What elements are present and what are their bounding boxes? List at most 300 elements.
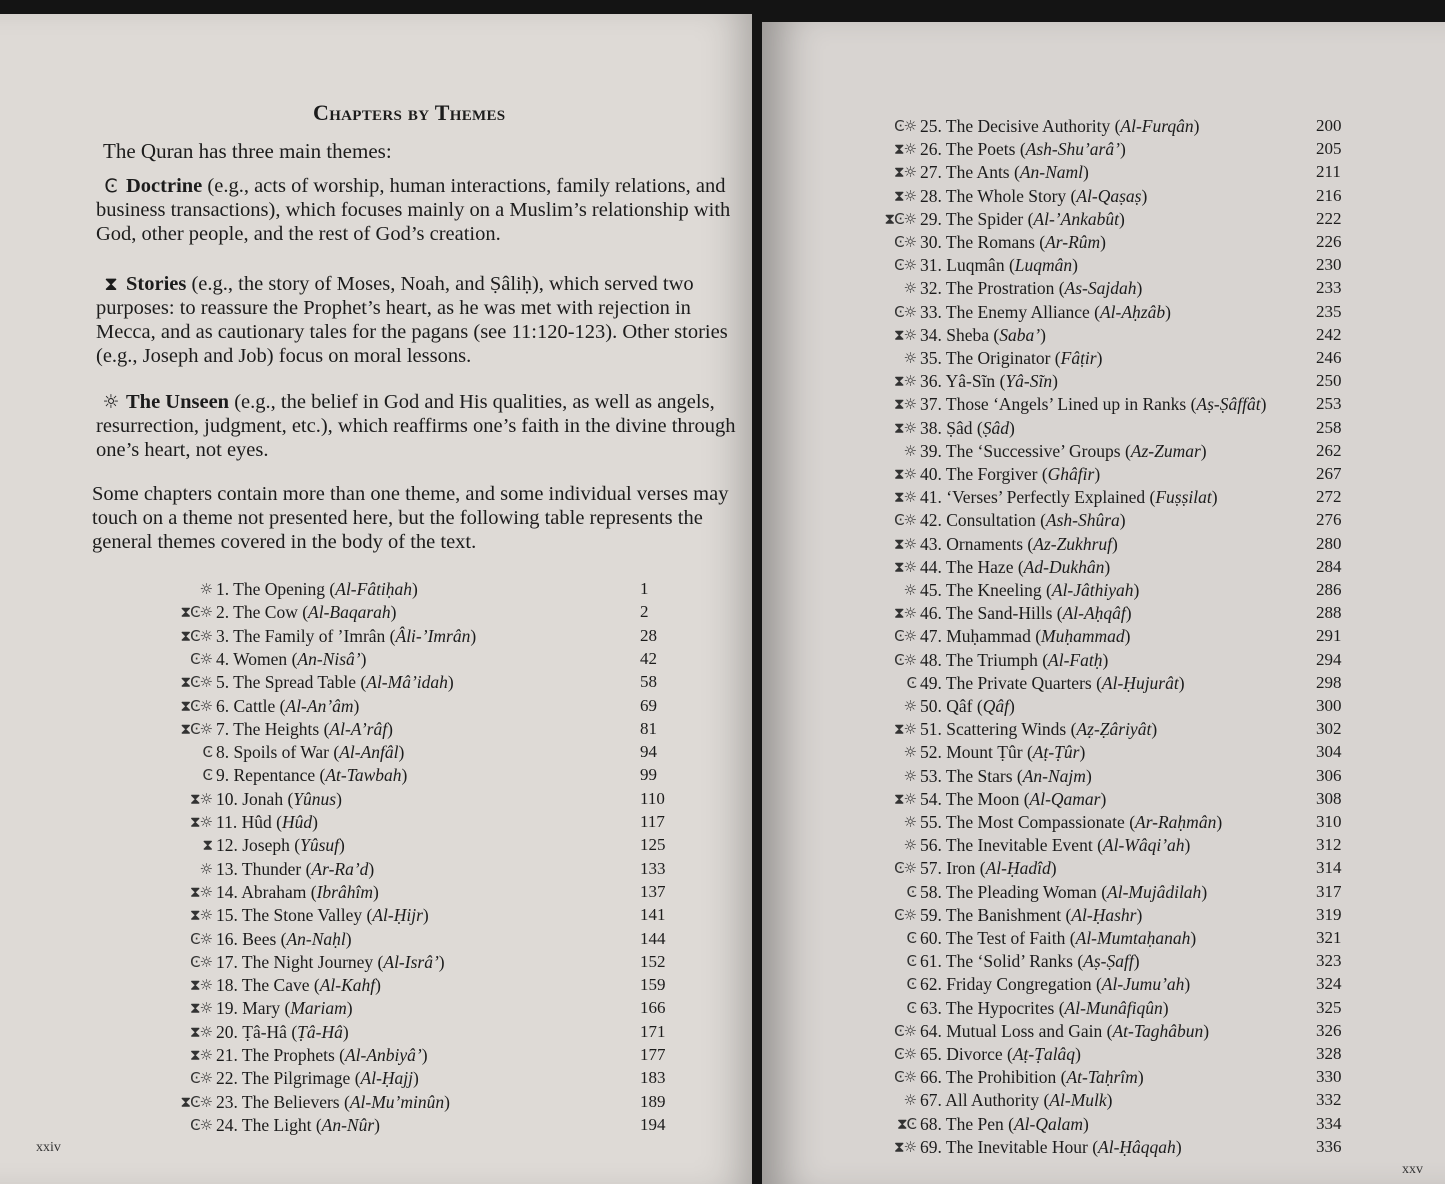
theme-icons: ☼ [903,743,916,762]
theme-icons: Ͼ [906,975,916,994]
table-row [896,1113,1356,1137]
table-row [894,139,1356,162]
theme-stories-label: Stories [126,273,187,295]
chapter-arabic-name: Ṣâd [982,417,1009,438]
chapter-title: 22. The Pilgrimage (Al-Ḥajj) [216,1068,419,1089]
theme-icons: ⧗☼ [894,789,916,808]
right-page [762,22,1445,1184]
table-row [190,905,680,928]
chapter-name: 11. Hûd [216,812,272,832]
table-row [894,603,1356,626]
chapter-title: 63. The Hypocrites (Al-Munâfiqûn) [920,997,1169,1018]
table-row [190,928,680,952]
chapter-name: 2. The Cow [216,602,298,623]
chapter-title: 42. Consultation (Ash-Shûra) [920,510,1126,531]
chapter-page-number: 262 [1316,440,1342,460]
theme-unseen-label: The Unseen [126,391,230,413]
chapter-name: 51. Scattering Winds [920,719,1067,740]
theme-icons: Ͼ☼ [190,1115,212,1134]
chapter-title: 27. The Ants (An-Naml) [920,162,1089,183]
chapter-title: 43. Ornaments (Az-Zukhruf) [920,533,1118,554]
chapter-arabic-name: Ad-Dukhân [1023,556,1105,577]
theme-icons: ☼ [903,581,916,599]
chapter-table-right [762,22,1445,1184]
chapter-arabic-name: Aṭ-Ṭûr [1032,742,1080,763]
chapter-title: 34. Sheba (Saba’) [920,324,1046,345]
chapter-name: 28. The Whole Story [920,185,1067,206]
theme-icons: ⧗Ͼ☼ [180,1092,212,1111]
chapter-arabic-name: Fuṣṣilat [1155,487,1212,508]
table-row [180,672,680,695]
chapter-title: 12. Joseph (Yûsuf) [216,835,345,856]
theme-icons: Ͼ☼ [894,117,916,135]
theme-icons: ☼ [199,580,212,598]
left-page [0,14,752,1184]
chapter-title: 58. The Pleading Woman (Al-Mujâdilah) [920,881,1208,902]
chapter-name: 55. The Most Compassionate [920,812,1125,832]
chapter-arabic-name: Al-Ḥijr [372,905,423,926]
table-row [906,928,1356,951]
table-row [903,440,1356,464]
chapter-page-number: 81 [640,718,657,738]
chapter-name: 63. The Hypocrites [920,997,1055,1018]
chapter-title: 33. The Enemy Alliance (Al-Aḥzâb) [920,301,1171,322]
table-row [906,672,1356,696]
chapter-title: 55. The Most Compassionate (Ar-Raḥmân) [920,812,1223,832]
table-row [190,975,680,998]
chapter-arabic-name: Al-Jumu’ah [1101,974,1185,995]
chapter-arabic-name: Al-Wâqi’ah [1102,835,1185,856]
chapter-page-number: 99 [640,765,657,785]
table-row [894,904,1356,928]
chapter-page-number: 58 [640,672,657,692]
theme-icons: ☼ [903,697,916,715]
table-row [180,625,680,649]
chapter-title: 41. ‘Verses’ Perfectly Explained (Fuṣṣilat) [920,487,1218,508]
chapter-arabic-name: At-Taḥrîm [1066,1067,1138,1088]
theme-unseen-text: (e.g., the belief in God and His qualities, as well as angels, resurrection, judgment, etc.), which reaffirms one’s faith in the divine through one’s heart, not eyes. [96,391,736,461]
chapter-page-number: 69 [640,695,657,715]
chapter-name: 3. The Family of ’Imrân [216,625,386,646]
chapter-name: 53. The Stars [920,765,1013,786]
chapter-page-number: 323 [1316,951,1342,971]
chapter-arabic-name: Al-Qaṣaṣ [1076,185,1142,206]
table-row [190,812,680,835]
chapter-arabic-name: Yûsuf [300,835,339,856]
chapter-name: 42. Consultation [920,510,1036,531]
chapter-arabic-name: Al-Aḥqâf [1062,603,1126,624]
chapter-name: 6. Cattle [216,695,276,716]
chapter-name: 36. Yâ-Sĩn [920,371,996,392]
chapter-title: 32. The Prostration (As-Sajdah) [920,278,1143,299]
chapter-arabic-name: Al-Ḥadîd [985,858,1051,879]
chapter-arabic-name: Ibrâhîm [316,881,373,902]
theme-icons: ⧗☼ [894,163,916,182]
table-row [202,765,680,788]
chapter-arabic-name: Al-Mu’minûn [349,1091,445,1112]
chapter-name: 45. The Kneeling [920,580,1042,600]
chapter-name: 66. The Prohibition [920,1067,1057,1088]
chapter-name: 49. The Private Quarters [920,672,1092,693]
chapter-arabic-name: Al-Mumtaḥanah [1075,928,1191,948]
chapter-title: 51. Scattering Winds (Aẓ-Ẓâriyât) [920,719,1158,740]
chapter-arabic-name: An-Najm [1022,765,1086,786]
chapter-name: 31. Luqmân [920,255,1005,276]
chapter-title: 19. Mary (Mariam) [216,998,353,1019]
chapter-arabic-name: An-Naml [1019,162,1084,183]
chapter-name: 39. The ‘Successive’ Groups [920,440,1121,461]
chapter-title: 52. Mount Ṭûr (Aṭ-Ṭûr) [920,742,1086,763]
theme-icons: Ͼ☼ [894,233,916,251]
table-row [202,742,680,765]
chapter-page-number: 308 [1316,788,1342,808]
chapter-title: 64. Mutual Loss and Gain (At-Taghâbun) [920,1020,1210,1041]
theme-icons: ☼ [903,813,916,831]
chapter-page-number: 328 [1316,1044,1342,1063]
chapter-title: 14. Abraham (Ibrâhîm) [216,881,379,902]
table-row [894,232,1356,255]
chapter-arabic-name: Al-Qamar [1029,788,1101,809]
chapter-title: 47. Muḥammad (Muḥammad) [920,626,1131,647]
chapter-arabic-name: Al-Mulk [1049,1090,1107,1111]
chapter-arabic-name: Al-Aḥzâb [1099,301,1166,322]
theme-doctrine-label: Doctrine [126,175,203,197]
chapter-page-number: 294 [1316,649,1342,669]
chapter-title: 68. The Pen (Al-Qalam) [920,1113,1089,1134]
chapter-page-number: 325 [1316,997,1342,1017]
chapter-name: 30. The Romans [920,232,1035,252]
chapter-page-number: 291 [1316,626,1342,646]
chapter-page-number: 253 [1316,394,1342,414]
chapter-page-number: 177 [640,1045,666,1064]
chapter-title: 65. Divorce (Aṭ-Ṭalâq) [920,1044,1081,1064]
chapter-title: 38. Ṣâd (Ṣâd) [920,417,1015,438]
table-row [894,255,1356,278]
page-title: Chapters by Themes [313,100,506,125]
chapter-name: 35. The Originator [920,348,1051,368]
chapter-name: 14. Abraham [216,881,307,902]
chapter-page-number: 300 [1316,696,1342,715]
theme-icons: ⧗☼ [190,1046,212,1064]
chapter-name: 18. The Cave [216,975,310,996]
chapter-name: 19. Mary [216,998,281,1019]
theme-icons: ⧗☼ [894,372,916,391]
table-row [190,998,680,1021]
chapter-arabic-name: Al-Ḥashr [1071,904,1137,925]
theme-icons: ☼ [903,766,916,785]
chapter-page-number: 141 [640,905,666,925]
table-row [903,278,1356,301]
chapter-page-number: 189 [640,1091,666,1111]
chapter-page-number: 2 [640,602,649,622]
chapter-page-number: 226 [1316,232,1342,251]
table-row [894,1067,1356,1090]
chapter-arabic-name: As-Sajdah [1064,278,1137,299]
table-row [894,1020,1356,1044]
chapter-title: 59. The Banishment (Al-Ḥashr) [920,904,1143,925]
table-row [180,695,680,719]
intro-text: The Quran has three main themes: [103,139,392,163]
chapter-arabic-name: Al-Munâfiqûn [1064,997,1163,1018]
table-row [894,719,1356,742]
chapter-name: 47. Muḥammad [920,626,1031,647]
theme-icons: Ͼ☼ [190,929,212,948]
theme-icons: ⧗☼ [894,140,916,159]
chapter-arabic-name: Mariam [290,998,347,1019]
theme-icons: Ͼ [906,952,916,971]
chapter-page-number: 222 [1316,208,1342,228]
table-row [190,648,680,672]
theme-icons: Ͼ☼ [894,511,916,530]
chapter-arabic-name: Al-Ḥujurât [1101,672,1179,693]
chapter-title: 53. The Stars (An-Najm) [920,765,1092,786]
theme-icons: Ͼ☼ [190,649,212,668]
chapter-name: 54. The Moon [920,788,1020,809]
chapter-page-number: 332 [1316,1090,1342,1110]
chapter-arabic-name: Al-Anfâl [339,742,399,763]
chapter-page-number: 235 [1316,301,1342,321]
theme-icons: ⧗☼ [894,418,916,437]
chapter-arabic-name: Âli-’Imrân [395,625,471,646]
chapter-page-number: 326 [1316,1020,1342,1040]
chapter-title: 66. The Prohibition (At-Taḥrîm) [920,1067,1144,1088]
chapter-page-number: 216 [1316,185,1342,205]
theme-icons: ☼ [199,859,212,878]
chapter-page-number: 1 [640,579,649,598]
folio-right: xxv [1402,1162,1423,1177]
theme-icons: Ͼ [202,743,212,762]
chapter-page-number: 110 [640,788,665,808]
theme-icons: Ͼ☼ [894,627,916,646]
chapter-title: 4. Women (An-Nisâ’) [216,648,367,669]
table-row [894,556,1356,580]
chapter-title: 62. Friday Congregation (Al-Jumu’ah) [920,974,1191,995]
table-row [199,579,680,602]
chapter-name: 4. Women [216,648,288,669]
chapter-name: 46. The Sand-Hills [920,603,1053,624]
table-row [894,1136,1356,1160]
chapter-name: 56. The Inevitable Event [920,835,1093,856]
table-row [190,1045,680,1068]
table-row [894,649,1356,673]
table-row [906,997,1356,1021]
chapter-name: 44. The Haze [920,556,1014,577]
chapter-title: 17. The Night Journey (Al-Isrâ’) [216,951,445,972]
chapter-arabic-name: Al-Kahf [319,975,376,996]
table-row [894,394,1356,417]
theme-icons: Ͼ☼ [894,256,916,275]
chapter-name: 33. The Enemy Alliance [920,301,1090,322]
chapter-arabic-name: Hûd [281,812,313,832]
theme-icons: ⧗☼ [190,882,212,901]
chapter-page-number: 137 [640,881,666,901]
chapter-page-number: 133 [640,858,666,878]
chapter-title: 37. Those ‘Angels’ Lined up in Ranks (Aṣ-Ṣâffât) [920,394,1267,415]
chapter-page-number: 94 [640,742,657,762]
table-row [903,348,1356,371]
chapter-page-number: 242 [1316,324,1342,344]
chapter-arabic-name: Al-Jâthiyah [1051,580,1134,600]
chapter-arabic-name: Aṭ-Ṭalâq [1012,1044,1076,1064]
chapter-name: 38. Ṣâd [920,417,973,438]
chapter-name: 48. The Triumph [920,649,1038,670]
chapter-title: 18. The Cave (Al-Kahf) [216,975,381,996]
theme-icons: ⧗Ͼ☼ [180,696,212,715]
chapter-title: 45. The Kneeling (Al-Jâthiyah) [920,580,1140,600]
theme-icons: ⧗☼ [190,906,212,925]
chapter-arabic-name: Ar-Ra’d [311,858,369,879]
chapter-page-number: 276 [1316,510,1342,530]
chapter-name: 60. The Test of Faith [920,928,1066,948]
table-row [906,974,1356,997]
chapter-title: 13. Thunder (Ar-Ra’d) [216,858,375,879]
table-row [906,951,1356,974]
chapter-title: 10. Jonah (Yûnus) [216,788,342,809]
theme-icons: ⧗Ͼ☼ [884,209,916,228]
chapter-arabic-name: Yâ-Sĩn [1005,371,1053,392]
chapter-arabic-name: Aṣ-Ṣaff [1083,951,1134,972]
table-row [894,116,1356,139]
chapter-name: 17. The Night Journey [216,951,374,972]
theme-icons: ☼ [903,279,916,298]
chapter-title: 48. The Triumph (Al-Fatḥ) [920,649,1109,670]
chapter-title: 67. All Authority (Al-Mulk) [920,1090,1113,1111]
chapter-page-number: 324 [1316,974,1342,994]
chapter-page-number: 288 [1316,603,1342,623]
chapter-title: 49. The Private Quarters (Al-Ḥujurât) [920,672,1185,693]
theme-icons: Ͼ [906,673,916,692]
crescent-icon: Ͼ [104,175,118,197]
chapter-page-number: 312 [1316,835,1342,855]
theme-icons: ☼ [903,1091,916,1110]
hourglass-icon: ⧗ [104,273,118,295]
chapter-title: 29. The Spider (Al-’Ankabût) [920,208,1125,229]
chapter-arabic-name: Ghâfir [1047,464,1095,484]
chapter-name: 29. The Spider [920,208,1024,229]
theme-icons: ⧗☼ [894,557,916,576]
chapter-arabic-name: Ṭâ-Hâ [297,1021,343,1042]
chapter-page-number: 250 [1316,371,1342,391]
chapter-page-number: 330 [1316,1067,1342,1087]
chapter-page-number: 319 [1316,904,1342,924]
theme-icons: ⧗☼ [190,976,212,995]
chapter-name: 64. Mutual Loss and Gain [920,1020,1103,1041]
chapter-page-number: 246 [1316,348,1342,367]
chapter-page-number: 28 [640,625,657,645]
chapter-name: 58. The Pleading Woman [920,881,1097,902]
chapter-name: 5. The Spread Table [216,672,357,693]
table-row [894,788,1356,812]
table-row [894,487,1356,510]
theme-icons: ⧗Ͼ☼ [180,626,212,645]
table-row [903,696,1356,719]
chapter-name: 41. ‘Verses’ Perfectly Explained [920,487,1146,508]
chapter-name: 21. The Prophets [216,1045,335,1065]
theme-icons: ☼ [903,836,916,855]
chapter-arabic-name: Al-Ḥajj [360,1068,414,1089]
table-row [903,1090,1356,1113]
table-row [894,324,1356,348]
chapter-name: 52. Mount Ṭûr [920,742,1023,763]
table-row [894,1044,1356,1067]
chapter-name: 1. The Opening [216,579,326,599]
table-row [190,788,680,812]
chapter-title: 30. The Romans (Ar-Rûm) [920,232,1106,252]
chapter-arabic-name: Al-Mâ’idah [366,672,448,693]
chapter-page-number: 267 [1316,464,1342,483]
theme-icons: Ͼ☼ [894,302,916,321]
theme-icons: ⧗Ͼ [896,1114,916,1133]
chapter-title: 28. The Whole Story (Al-Qaṣaṣ) [920,185,1148,206]
table-row [894,510,1356,533]
chapter-title: 6. Cattle (Al-An’âm) [216,695,360,716]
chapter-page-number: 211 [1316,162,1341,182]
table-row [190,1021,680,1045]
theme-icons: ⧗☼ [190,789,212,808]
theme-icons: ⧗☼ [894,1137,916,1156]
chapter-page-number: 117 [640,812,665,831]
chapter-page-number: 233 [1316,278,1342,298]
chapter-page-number: 284 [1316,556,1342,576]
chapter-page-number: 302 [1316,719,1342,739]
chapter-title: 56. The Inevitable Event (Al-Wâqi’ah) [920,835,1191,856]
chapter-name: 7. The Heights [216,718,320,739]
chapter-title: 1. The Opening (Al-Fâtiḥah) [216,579,418,599]
theme-icons: Ͼ [906,998,916,1017]
theme-icons: Ͼ☼ [894,1068,916,1087]
chapter-page-number: 314 [1316,858,1342,878]
chapter-title: 26. The Poets (Ash-Shu’arâ’) [920,139,1126,160]
theme-icons: ⧗ [202,836,212,855]
theme-icons: ☼ [903,441,916,460]
chapter-page-number: 159 [640,975,666,995]
chapter-title: 15. The Stone Valley (Al-Ḥijr) [216,905,429,926]
chapter-arabic-name: At-Tawbah [325,765,402,786]
theme-icons: ⧗☼ [894,465,916,483]
chapter-name: 37. Those ‘Angels’ Lined up in Ranks [920,394,1187,415]
theme-icons: ☼ [903,349,916,367]
chapter-title: 57. Iron (Al-Ḥadîd) [920,858,1057,879]
chapter-name: 26. The Poets [920,139,1016,160]
chapter-title: 44. The Haze (Ad-Dukhân) [920,556,1111,577]
theme-icons: ⧗☼ [894,186,916,205]
chapter-title: 69. The Inevitable Hour (Al-Ḥâqqah) [920,1136,1182,1157]
table-row [906,881,1356,905]
table-row [884,208,1356,232]
chapter-arabic-name: Al-Anbiyâ’ [344,1045,422,1065]
theme-icons: Ͼ [906,882,916,901]
chapter-name: 8. Spoils of War [216,742,329,763]
chapter-name: 10. Jonah [216,788,284,809]
chapter-name: 34. Sheba [920,324,990,345]
sun-icon: ☼ [102,391,120,413]
chapter-arabic-name: An-Nûr [321,1114,375,1135]
chapter-name: 43. Ornaments [920,533,1024,554]
chapter-title: 2. The Cow (Al-Baqarah) [216,602,397,623]
theme-icons: Ͼ☼ [894,905,916,924]
chapter-arabic-name: Al-An’âm [285,695,354,716]
chapter-arabic-name: Az-Zumar [1130,440,1201,461]
chapter-name: 32. The Prostration [920,278,1055,299]
theme-icons: Ͼ☼ [190,1069,212,1088]
theme-doctrine-text: (e.g., acts of worship, human interactions, family relations, and business transactions), which focuses mainly on a Muslim’s relationship with God, other people, and the rest of God’s creation. [96,175,731,245]
theme-stories-text: (e.g., the story of Moses, Noah, and Ṣâliḥ), which served two purposes: to reassure the Prophet’s heart, as he was met with rejection in Mecca, and as cautionary tales for the pagans (see 11:120-123). Other stories (e.g., Joseph and Job) focus on moral lessons. [96,273,728,367]
chapter-title: 24. The Light (An-Nûr) [216,1114,380,1135]
chapter-arabic-name: An-Naḥl [286,928,346,949]
chapter-page-number: 317 [1316,881,1342,901]
chapter-arabic-name: Ar-Rûm [1045,232,1101,252]
chapter-title: 40. The Forgiver (Ghâfir) [920,464,1101,484]
